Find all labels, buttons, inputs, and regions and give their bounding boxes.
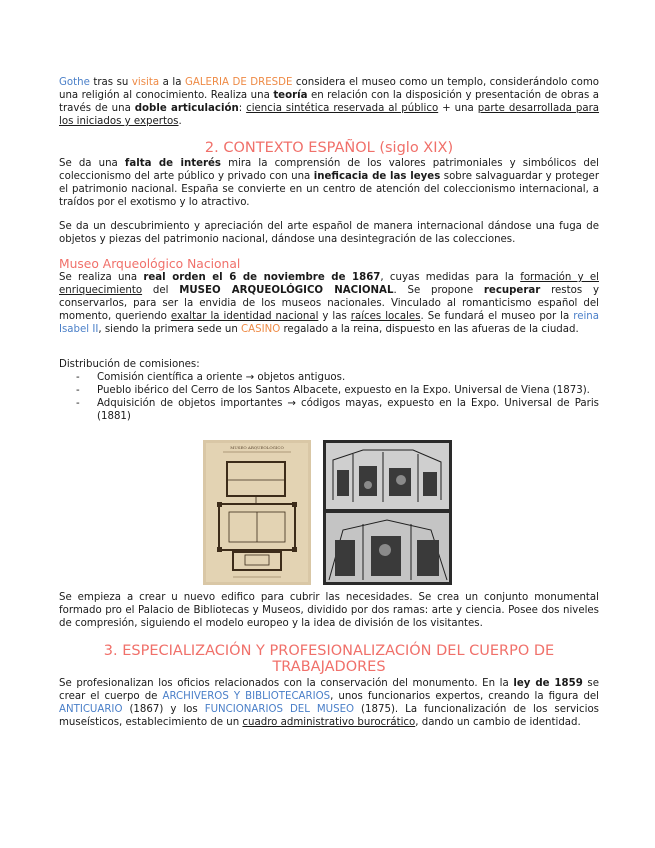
section-2-paragraph-2: Se da un descubrimiento y apreciación del arte español de manera internacional dándose una fuga de objetos y piezas del patrimonio nacional, dándose una desintegración de las colecciones. (59, 221, 599, 245)
section-3-paragraph: Se profesionalizan los oficios relacionados con la conservación del monumento. En la ley de 1859 se crear el cuerpo de ARCHIVEROS Y BIBLIOTECARIOS, unos funcionarios expertos, creando la figura del ANTICUARIO (1867) y los FUNCIONARIOS DEL MUSEO (1875). La funcionalización de los servicios museísticos, establecimiento de un cuadro administrativo burocrático, dando un cambio de identidad. (59, 678, 600, 728)
section-2-paragraph-1: Se da una falta de interés mira la comprensión de los valores patrimoniales y simbólicos del coleccionismo del arte público y privado con una ineficacia de las leyes sobre salvaguardar y proteger el patrimonio nacional. España se convierte en un centro de atención del coleccionismo internacional, a traídos por el exotismo y lo atractivo. (59, 158, 600, 208)
term-casino: CASINO (241, 324, 281, 335)
museo-heading: Museo Arqueológico Nacional (59, 257, 241, 271)
name-gothe: Gothe (59, 77, 90, 88)
term-archiveros: ARCHIVEROS Y BIBLIOTECARIOS (162, 691, 331, 702)
distribution-label: Distribución de comisiones: (59, 359, 200, 370)
name-isabel: reina Isabel II (59, 311, 599, 335)
term-funcionarios: FUNCIONARIOS DEL MUSEO (204, 704, 355, 715)
list-item: - Adquisición de objetos importantes → códigos mayas, expuesto en la Expo. Universal de Paris (1881) (74, 397, 599, 423)
term-visita: visita (131, 77, 160, 88)
intro-paragraph: Gothe tras su visita a la GALERIA DE DRESDE considera el museo como un templo, considerándolo como una religión al conocimiento. Realiza una teoría en relación con la disposición y presentación de obras a través de una doble articulación: ciencia sintética reservada al público + una parte desarrollada para los iniciados y expertos. (59, 77, 600, 127)
museo-paragraph: Se realiza una real orden el 6 de noviembre de 1867, cuyas medidas para la formación y el enriquecimiento del MUSEO ARQUEOLÓGICO NACIONAL. Se propone recuperar restos y conservarlos, para ser la envidia de los museos nacionales. Vinculado al romanticismo español del momento, queriendo exaltar la identidad nacional y las raíces locales. Se fundará el museo por la reina Isabel II, siendo la primera sede un CASINO regalado a la reina, dispuesto en las afueras de la ciudad. (59, 272, 599, 335)
commissions-list (74, 371, 599, 423)
term-anticuario: ANTICUARIO (59, 704, 123, 715)
floorplan-image (203, 440, 311, 585)
floorplan-caption: MUSEO ARQUEOLOGICO (230, 445, 284, 450)
section-3-heading: 3. ESPECIALIZACIÓN Y PROFESIONALIZACIÓN DEL CUERPO DE TRABAJADORES (103, 643, 555, 675)
list-item: - Pueblo ibérico del Cerro de los Santos Albacete, expuesto en la Expo. Universal de Viena (1873). (74, 384, 599, 397)
term-galeria: GALERIA DE DRESDE (184, 77, 293, 88)
museum-interior-engraving (323, 440, 452, 585)
section-2-heading: 2. CONTEXTO ESPAÑOL (siglo XIX) (204, 140, 454, 156)
list-item: - Comisión científica a oriente → objetos antiguos. (74, 371, 599, 384)
after-images-paragraph: Se empieza a crear u nuevo edifico para cubrir las necesidades. Se crea un conjunto monumental formado pro el Palacio de Bibliotecas y Museos, dividido por dos ramas: arte y ciencia. Posee dos niveles de compresión, siguiendo el modelo europeo y la idea de división de los visitantes. (59, 592, 599, 629)
